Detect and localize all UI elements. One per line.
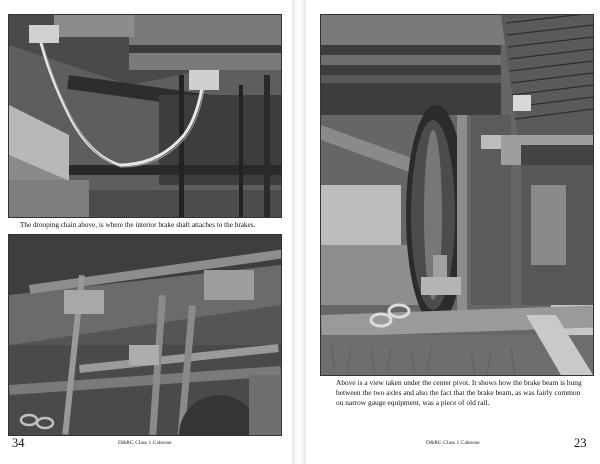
right-caption: Above is a view taken under the center pivot. It shows how the brake beam is hung between the two axles and also the fact that the brake beam, as was fairly common on narrow gauge equipment, was a piece of old rail. — [336, 378, 582, 407]
left-running-title: D&RG Class 1 Caboose — [118, 440, 172, 446]
left-page — [0, 0, 292, 464]
right-running-title: D&RG Class 1 Caboose — [426, 440, 480, 446]
photo-drooping-chain — [8, 14, 282, 218]
left-page-number: 34 — [12, 436, 25, 450]
left-footer — [0, 436, 292, 456]
right-footer — [306, 436, 600, 456]
right-page-number: 23 — [574, 436, 587, 450]
left-caption: The drooping chain above, is where the interior brake shaft attaches to the brakes. — [20, 221, 256, 229]
photo-center-pivot — [320, 14, 594, 376]
book-gutter — [292, 0, 306, 464]
right-page — [306, 0, 600, 464]
photo-brake-rigging — [8, 234, 282, 436]
